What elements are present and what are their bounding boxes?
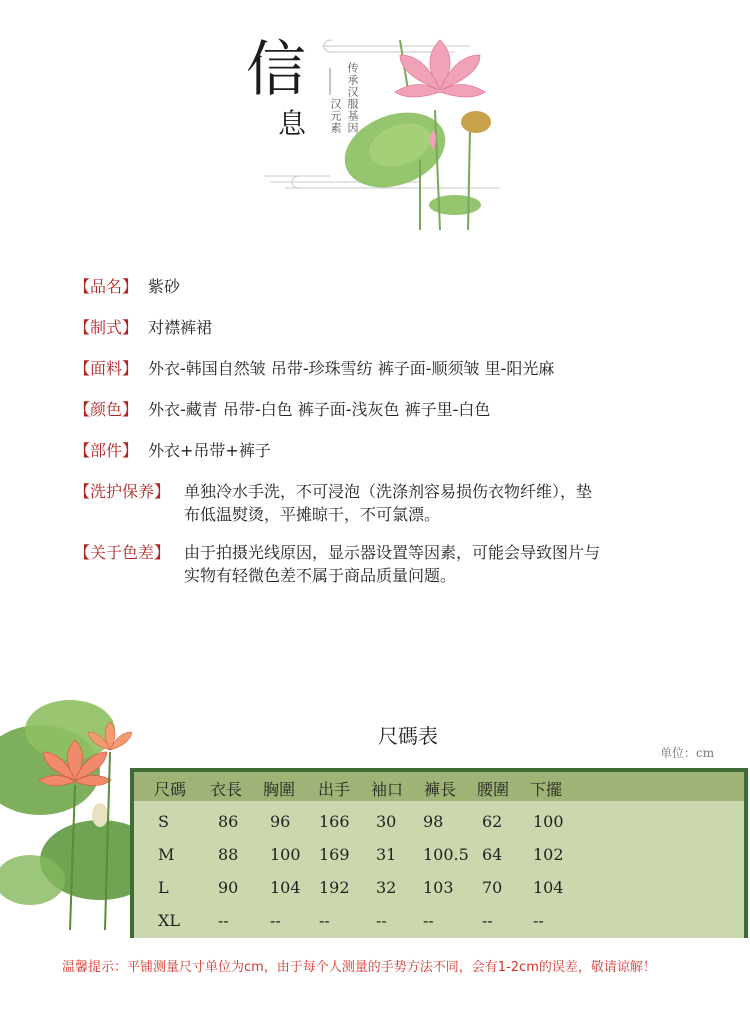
value-cell: 98 (423, 812, 444, 831)
size-unit-label: 单位：cm (660, 746, 715, 760)
value-cell: -- (482, 911, 493, 930)
value-cell: -- (533, 911, 544, 930)
size-cell: S (158, 812, 169, 831)
value-cell: 70 (482, 878, 503, 897)
value-cell: 100.5 (423, 845, 469, 864)
info-value: 外衣-藏青 吊带-白色 裤子面-浅灰色 裤子里-白色 (148, 400, 491, 419)
slogan-text: 传承汉服基因 (346, 62, 359, 134)
info-label: 【面料】 (74, 359, 139, 378)
value-cell: 96 (270, 812, 291, 831)
measurement-note: 温馨提示：平铺测量尺寸单位为cm，由于每个人测量的手势方法不同，会有1-2cm的误差，敬请谅解！ (62, 960, 656, 975)
value-cell: 64 (482, 845, 503, 864)
value-cell: 166 (319, 812, 350, 831)
value-cell: -- (423, 911, 434, 930)
info-value: 外衣+吊带+裤子 (148, 441, 271, 460)
info-value: 单独冷水手洗，不可浸泡（洗涤剂容易损伤衣物纤维），垫 (184, 482, 593, 501)
info-label: 【颜色】 (74, 400, 139, 419)
value-cell: 31 (376, 845, 397, 864)
value-cell: 169 (319, 845, 350, 864)
value-cell: 100 (533, 812, 564, 831)
title-main-char: 信 (246, 35, 306, 105)
info-value-line2: 实物有轻微色差不属于商品质量问题。 (184, 566, 457, 585)
header-cell: 衣長 (210, 780, 243, 799)
value-cell: 86 (218, 812, 239, 831)
info-value: 由于拍摄光线原因，显示器设置等因素，可能会导致图片与 (184, 543, 601, 562)
value-cell: 100 (270, 845, 301, 864)
value-cell: 88 (218, 845, 239, 864)
info-label: 【关于色差】 (74, 543, 171, 562)
header-cell: 褲長 (424, 780, 457, 799)
header-cell: 下擺 (530, 780, 563, 799)
header-cell: 出手 (318, 780, 351, 799)
value-cell: -- (319, 911, 330, 930)
value-cell: 103 (423, 878, 454, 897)
header-cell: 袖口 (371, 780, 404, 799)
brand-text: 汉元素 (329, 98, 342, 134)
size-cell: XL (158, 911, 181, 930)
value-cell: 30 (376, 812, 397, 831)
title-second-char: 息 (278, 107, 307, 140)
size-cell: L (158, 878, 169, 897)
value-cell: 104 (533, 878, 564, 897)
info-label: 【制式】 (74, 318, 139, 337)
size-table-header (134, 772, 744, 801)
info-label: 【部件】 (74, 441, 139, 460)
info-value: 对襟裤裙 (148, 318, 213, 337)
value-cell: -- (270, 911, 281, 930)
value-cell: 192 (319, 878, 350, 897)
info-value-line2: 布低温熨烫，平摊晾干，不可氯漂。 (184, 505, 441, 524)
size-table-title: 尺碼表 (378, 724, 438, 748)
info-value: 紫砂 (148, 277, 181, 296)
value-cell: 90 (218, 878, 239, 897)
header-cell: 腰圍 (477, 780, 510, 799)
size-table-body (134, 772, 744, 938)
size-cell: M (158, 845, 175, 864)
header-cell: 胸圍 (263, 780, 296, 799)
lotus-illustration (0, 0, 750, 250)
value-cell: -- (218, 911, 229, 930)
value-cell: 102 (533, 845, 564, 864)
value-cell: 62 (482, 812, 503, 831)
header-cell: 尺碼 (154, 780, 187, 799)
lotus-leaf-decoration (0, 690, 150, 940)
value-cell: 32 (376, 878, 397, 897)
value-cell: -- (376, 911, 387, 930)
info-label: 【品名】 (74, 277, 139, 296)
info-value: 外衣-韩国自然皱 吊带-珍珠雪纺 裤子面-顺须皱 里-阳光麻 (148, 359, 555, 378)
header (0, 0, 750, 250)
info-label: 【洗护保养】 (74, 482, 171, 501)
value-cell: 104 (270, 878, 301, 897)
size-table (130, 768, 748, 938)
